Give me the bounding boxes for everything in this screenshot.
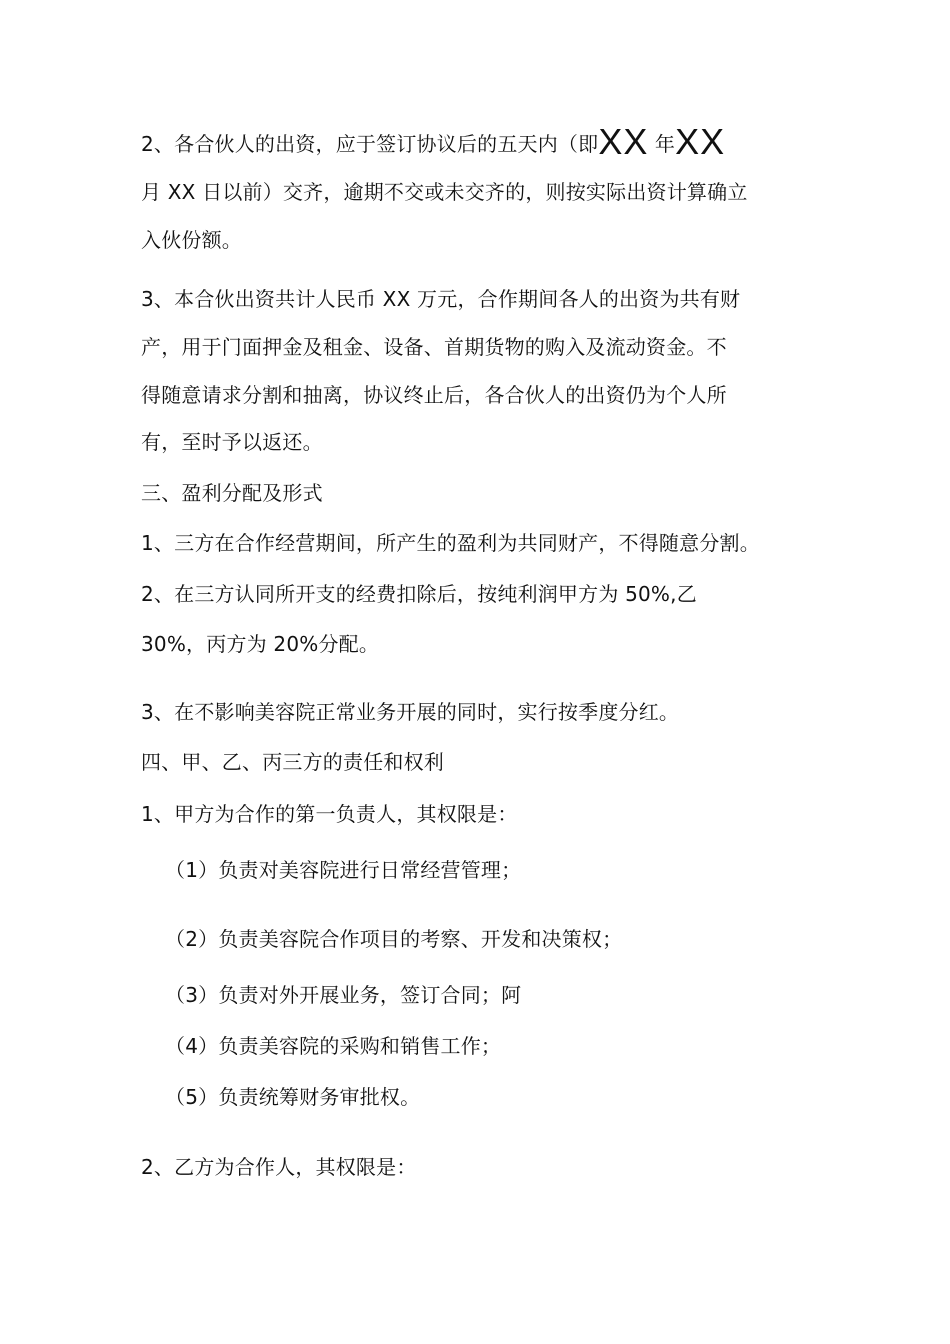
- placeholder-xx-large: XX: [598, 121, 649, 162]
- section-heading: 三、盈利分配及形式: [141, 481, 323, 505]
- list-item: （5）负责统筹财务审批权。: [165, 1085, 421, 1109]
- paragraph-line: 2、在三方认同所开支的经费扣除后，按纯利润甲方为 50%,乙: [141, 582, 697, 606]
- placeholder-xx-large: XX: [675, 121, 726, 162]
- paragraph-line: 3、本合伙出资共计人民币 XX 万元，合作期间各人的出资为共有财: [141, 287, 741, 311]
- paragraph-line: [141, 121, 726, 162]
- list-item: （2）负责美容院合作项目的考察、开发和决策权；: [165, 927, 623, 951]
- paragraph-line: 有，至时予以返还。: [141, 430, 323, 454]
- paragraph-line: 30%，丙方为 20%分配。: [141, 632, 380, 656]
- paragraph-line: 产，用于门面押金及租金、设备、首期货物的购入及流动资金。不: [141, 335, 727, 359]
- paragraph-line: 得随意请求分割和抽离，协议终止后，各合伙人的出资仍为个人所: [141, 383, 727, 407]
- paragraph-line: 月 XX 日以前）交齐，逾期不交或未交齐的，则按实际出资计算确立: [141, 180, 748, 204]
- list-item: （4）负责美容院的采购和销售工作；: [165, 1034, 502, 1058]
- paragraph-line: 2、乙方为合作人，其权限是：: [141, 1155, 417, 1179]
- section-heading: 四、甲、乙、丙三方的责任和权利: [141, 750, 444, 774]
- text-run: 年: [648, 132, 676, 156]
- paragraph-line: 入伙份额。: [141, 228, 242, 252]
- text-run: 2、各合伙人的出资，应于签订协议后的五天内（即: [141, 132, 599, 156]
- list-item: （3）负责对外开展业务，签订合同；阿: [165, 983, 522, 1007]
- paragraph-line: 1、三方在合作经营期间，所产生的盈利为共同财产，不得随意分割。: [141, 531, 760, 555]
- list-item: （1）负责对美容院进行日常经营管理；: [165, 858, 522, 882]
- paragraph-line: 3、在不影响美容院正常业务开展的同时，实行按季度分红。: [141, 700, 680, 724]
- paragraph-line: 1、甲方为合作的第一负责人，其权限是：: [141, 802, 518, 826]
